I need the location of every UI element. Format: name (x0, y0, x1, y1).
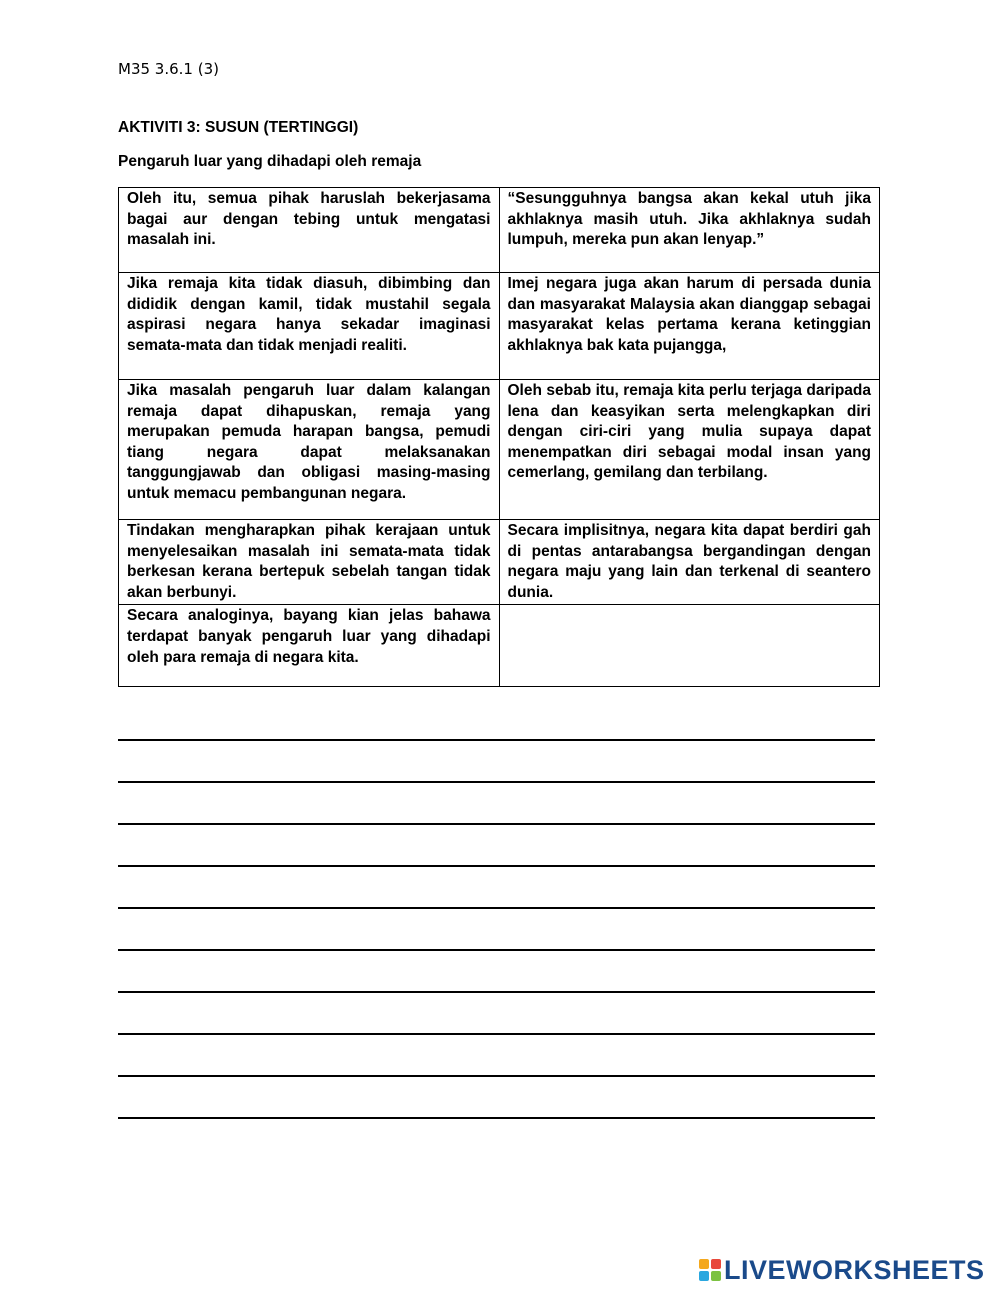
table-row (119, 380, 880, 520)
sentence-cell: Tindakan mengharapkan pihak kerajaan untuk menyelesaikan masalah ini semata-mata tidak berkesan kerana bertepuk sebelah tangan tidak akan berbunyi. (119, 520, 500, 605)
table-row (119, 188, 880, 273)
logo-block (711, 1271, 721, 1281)
answer-line[interactable] (118, 907, 875, 909)
sentence-cell: Secara analoginya, bayang kian jelas bahawa terdapat banyak pengaruh luar yang dihadapi oleh para remaja di negara kita. (119, 605, 500, 687)
table-row (119, 605, 880, 687)
table-row (119, 520, 880, 605)
logo-text: LIVEWORKSHEETS (724, 1254, 985, 1285)
sentence-cell: Oleh itu, semua pihak haruslah bekerjasama bagai aur dengan tebing untuk mengatasi masalah ini. (119, 188, 500, 273)
answer-line[interactable] (118, 865, 875, 867)
sentence-cell: Jika remaja kita tidak diasuh, dibimbing dan dididik dengan kamil, tidak mustahil segala aspirasi negara hanya sekadar imaginasi semata-mata dan tidak menjadi realiti. (119, 273, 500, 380)
sentence-cell: “Sesungguhnya bangsa akan kekal utuh jika akhlaknya masih utuh. Jika akhlaknya sudah lumpuh, mereka pun akan lenyap.” (499, 188, 880, 273)
logo-block (711, 1259, 721, 1269)
answer-lines (118, 739, 875, 1159)
sentence-cell: Jika masalah pengaruh luar dalam kalangan remaja dapat dihapuskan, remaja yang merupakan pemuda harapan bangsa, pemudi tiang negara dapat melaksanakan tanggungjawab dan obligasi masing-masing untuk memacu pembangunan negara. (119, 380, 500, 520)
sentence-cell: Oleh sebab itu, remaja kita perlu terjaga daripada lena dan keasyikan serta melengkapkan diri dengan ciri-ciri yang mulia supaya dapat menempatkan diri sebagai modal insan yang cemerlang, gemilang dan terbilang. (499, 380, 880, 520)
empty-cell (499, 605, 880, 687)
logo-block (699, 1259, 709, 1269)
answer-line[interactable] (118, 1075, 875, 1077)
answer-line[interactable] (118, 949, 875, 951)
answer-line[interactable] (118, 1033, 875, 1035)
answer-line[interactable] (118, 781, 875, 783)
answer-line[interactable] (118, 1117, 875, 1119)
sentence-table (118, 187, 880, 687)
logo-blocks-icon (699, 1259, 721, 1281)
activity-heading: AKTIVITI 3: SUSUN (TERTINGGI) (118, 119, 359, 136)
topic-subheading: Pengaruh luar yang dihadapi oleh remaja (118, 153, 422, 170)
answer-line[interactable] (118, 823, 875, 825)
answer-line[interactable] (118, 991, 875, 993)
sentence-cell: Secara implisitnya, negara kita dapat berdiri gah di pentas antarabangsa bergandingan dengan negara maju yang lain dan terkenal di seantero dunia. (499, 520, 880, 605)
logo-block (699, 1271, 709, 1281)
table-row (119, 273, 880, 380)
document-code: M35 3.6.1 (3) (118, 60, 219, 78)
sentence-cell: Imej negara juga akan harum di persada dunia dan masyarakat Malaysia akan dianggap sebagai masyarakat kelas pertama kerana ketinggian akhlaknya bak kata pujangga, (499, 273, 880, 380)
answer-line[interactable] (118, 739, 875, 741)
liveworksheets-logo (699, 1255, 985, 1285)
